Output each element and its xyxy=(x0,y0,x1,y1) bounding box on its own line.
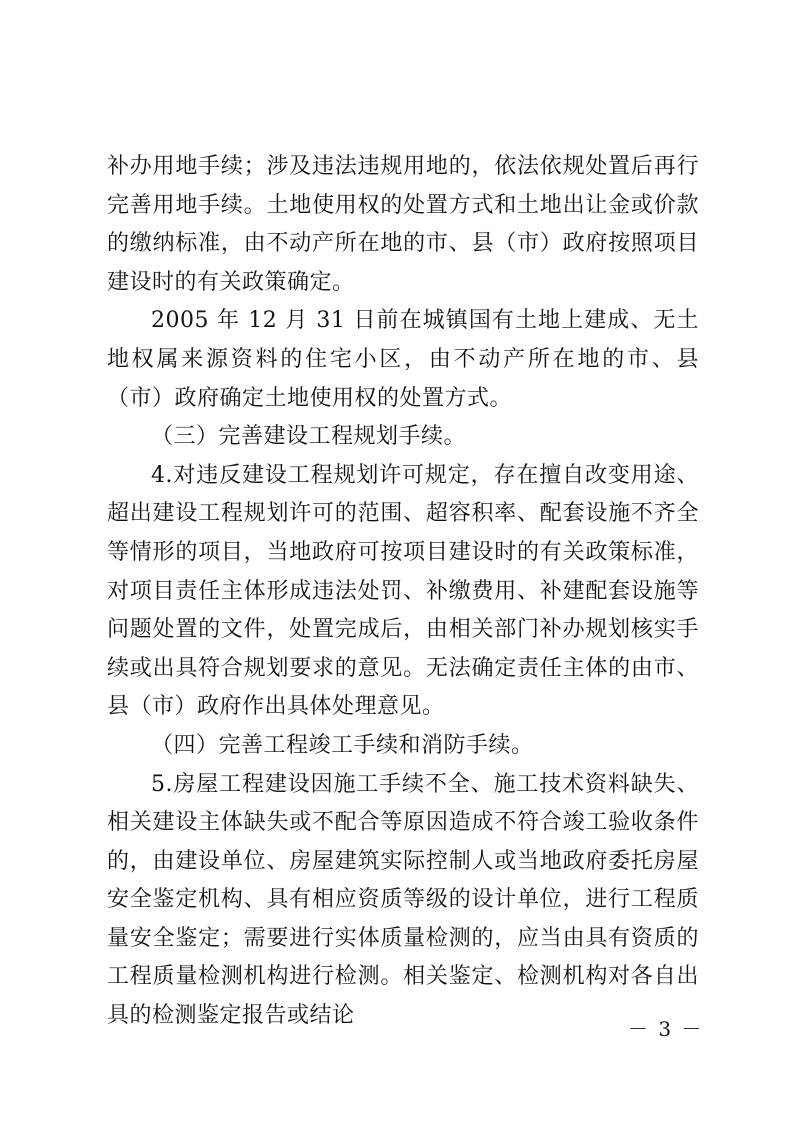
paragraph-land-use-procedures: 补办用地手续；涉及违法违规用地的，依法依规处置后再行完善用地手续。土地使用权的处置方式和土地出让金或价款的缴纳标准，由不动产所在地的市、县（市）政府按照项目建设时的有关政策确定。 xyxy=(107,154,699,295)
document-body xyxy=(107,148,699,1036)
paragraph-2005-residential: 2005 年 12 月 31 日前在城镇国有土地上建成、无土地权属来源资料的住宅小区，由不动产所在地的市、县（市）政府确定土地使用权的处置方式。 xyxy=(107,308,699,411)
section-heading-completion-fire: （四）完善工程竣工手续和消防手续。 xyxy=(151,732,534,758)
page-number: － 3 － xyxy=(628,1017,704,1041)
paragraph-quality-inspection: 5.房屋工程建设因施工手续不全、施工技术资料缺失、相关建设主体缺失或不配合等原因造成不符合竣工验收条件的，由建设单位、房屋建筑实际控制人或当地政府委托房屋安全鉴定机构、具有相应资质等级的设计单位，进行工程质量安全鉴定；需要进行实体质量检测的，应当由具有资质的工程质量检测机构进行检测。相关鉴定、检测机构对各自出具的检测鉴定报告或结论 xyxy=(107,771,699,1029)
section-heading-planning: （三）完善建设工程规划手续。 xyxy=(151,424,467,450)
paragraph-planning-violations: 4.对违反建设工程规划许可规定，存在擅自改变用途、超出建设工程规划许可的范围、超容积率、配套设施不齐全等情形的项目，当地政府可按项目建设时的有关政策标准，对项目责任主体形成违法处罚、补缴费用、补建配套设施等问题处置的文件，处置完成后，由相关部门补办规划核实手续或出具符合规划要求的意见。无法确定责任主体的由市、县（市）政府作出具体处理意见。 xyxy=(107,462,699,720)
